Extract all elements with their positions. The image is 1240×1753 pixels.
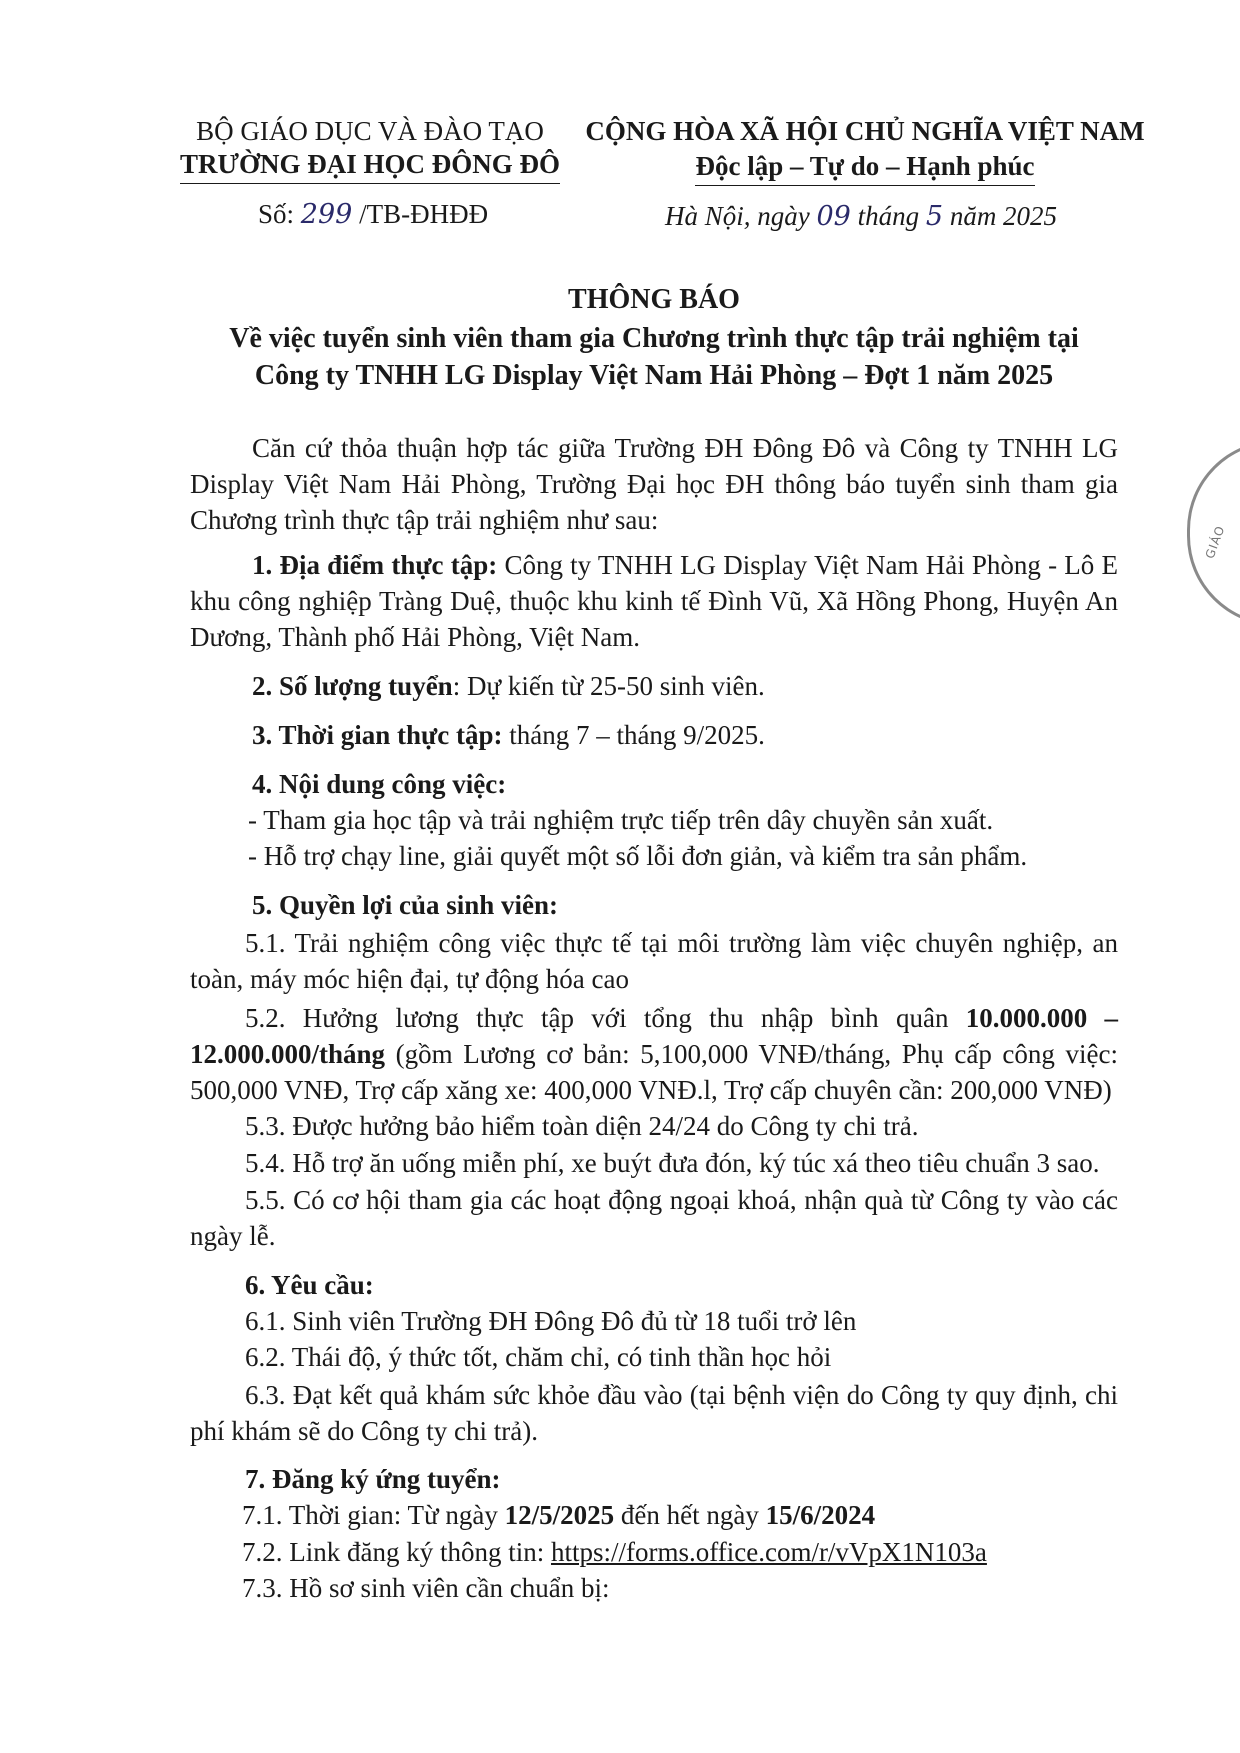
section-3-label: 3. Thời gian thực tập: xyxy=(252,720,503,750)
section-5-label: 5. Quyền lợi của sinh viên: xyxy=(252,890,559,920)
university-name xyxy=(170,146,570,184)
section-6-label: 6. Yêu cầu: xyxy=(245,1270,374,1300)
number-suffix: /TB-ĐHĐĐ xyxy=(352,199,489,229)
section-1-text: Công ty TNHH LG Display Việt Nam Hải Phòng - Lô E khu công nghiệp Tràng Duệ, thuộc khu kinh tế Đình Vũ, Xã Hồng Phong, Huyện An Dương, Thành phố Hải Phòng, Việt Nam. xyxy=(190,550,1118,652)
benefit-5-5: 5.5. Có cơ hội tham gia các hoạt động ngoại khoá, nhận quà từ Công ty vào các ngày lễ. xyxy=(190,1185,1118,1251)
document-date xyxy=(665,198,1057,235)
motto-text: Độc lập – Tự do – Hạnh phúc xyxy=(695,148,1034,186)
date-month: 5 xyxy=(925,201,944,232)
number-prefix: Số: xyxy=(258,199,301,229)
benefit-5-1: 5.1. Trải nghiệm công việc thực tế tại môi trường làm việc chuyên nghiệp, an toàn, máy móc hiện đại, tự động hóa cao xyxy=(190,928,1118,994)
number-handwritten: 299 xyxy=(300,199,353,230)
section-1 xyxy=(190,547,1118,655)
subject-line-2: Công ty TNHH LG Display Việt Nam Hải Phòng – Đợt 1 năm 2025 xyxy=(254,360,1054,391)
section-1-label: 1. Địa điểm thực tập: xyxy=(252,550,498,580)
section-4-item: - Tham gia học tập và trải nghiệm trực tiếp trên dây chuyền sản xuất. xyxy=(248,805,994,835)
benefit-5-2-prefix: 5.2. Hưởng lương thực tập với tổng thu nhập bình quân xyxy=(245,1003,966,1033)
intro-paragraph: Căn cứ thỏa thuận hợp tác giữa Trường ĐH Đông Đô và Công ty TNHH LG Display Việt Nam Hải Phòng, Trường Đại học ĐH thông báo tuyển sinh tham gia Chương trình thực tập trải nghiệm như sau: xyxy=(190,433,1118,535)
requirement-6-3: 6.3. Đạt kết quả khám sức khỏe đầu vào (tại bệnh viện do Công ty quy định, chi phí khám sẽ do Công ty chi trả). xyxy=(190,1380,1118,1446)
benefit-5-4: 5.4. Hỗ trợ ăn uống miễn phí, xe buýt đưa đón, ký túc xá theo tiêu chuẩn 3 sao. xyxy=(245,1148,1100,1178)
section-2-label: 2. Số lượng tuyển xyxy=(252,671,453,701)
document-number xyxy=(258,196,488,233)
date-prefix: Hà Nội, ngày xyxy=(665,201,817,231)
subject-line-1: Về việc tuyển sinh viên tham gia Chương trình thực tập trải nghiệm tại xyxy=(229,323,1079,354)
registration-7-1-mid: đến hết ngày xyxy=(614,1500,766,1530)
registration-form-link[interactable]: https://forms.office.com/r/vVpX1N103a xyxy=(550,1537,987,1567)
benefit-5-2-suffix: (gồm Lương cơ bản: 5,100,000 VNĐ/tháng, Phụ cấp công việc: 500,000 VNĐ, Trợ cấp xăng xe: 400,000 VNĐ.l, Trợ cấp chuyên cần: 200,000 VNĐ) xyxy=(190,1039,1118,1105)
section-4-label: 4. Nội dung công việc: xyxy=(252,769,507,799)
date-mid: tháng xyxy=(850,201,926,231)
benefit-5-2-income: 10.000.000 – 12.000.000/tháng xyxy=(190,1003,1118,1069)
section-7-label: 7. Đăng ký ứng tuyển: xyxy=(245,1464,501,1494)
benefit-5-2 xyxy=(190,1000,1118,1108)
requirement-6-1: 6.1. Sinh viên Trường ĐH Đông Đô đủ từ 18 tuổi trở lên xyxy=(245,1306,857,1336)
section-2-text: : Dự kiến từ 25-50 sinh viên. xyxy=(452,671,765,701)
nation-name: CỘNG HÒA XÃ HỘI CHỦ NGHĨA VIỆT NAM xyxy=(585,116,1145,146)
registration-7-2-prefix: 7.2. Link đăng ký thông tin: xyxy=(242,1537,551,1567)
benefit-5-3: 5.3. Được hưởng bảo hiểm toàn diện 24/24 do Công ty chi trả. xyxy=(245,1111,919,1141)
date-day: 09 xyxy=(816,201,851,232)
section-3-text: tháng 7 – tháng 9/2025. xyxy=(502,720,765,750)
section-4-item: - Hỗ trợ chạy line, giải quyết một số lỗi đơn giản, và kiểm tra sản phẩm. xyxy=(248,841,1028,871)
stamp-text: GIÁO xyxy=(1202,523,1228,561)
document-title: THÔNG BÁO xyxy=(568,284,740,315)
registration-7-1 xyxy=(242,1497,875,1533)
motto xyxy=(585,148,1145,186)
registration-7-3: 7.3. Hồ sơ sinh viên cần chuẩn bị: xyxy=(242,1573,610,1603)
registration-end-date: 15/6/2024 xyxy=(765,1500,876,1530)
registration-7-1-prefix: 7.1. Thời gian: Từ ngày xyxy=(242,1500,505,1530)
section-2 xyxy=(252,668,765,704)
registration-7-2 xyxy=(242,1534,987,1570)
ministry-name: BỘ GIÁO DỤC VÀ ĐÀO TẠO xyxy=(196,116,544,146)
university-name-text: TRƯỜNG ĐẠI HỌC ĐÔNG ĐÔ xyxy=(180,146,560,184)
requirement-6-2: 6.2. Thái độ, ý thức tốt, chăm chỉ, có tinh thần học hỏi xyxy=(245,1342,832,1372)
section-3 xyxy=(252,717,765,753)
registration-start-date: 12/5/2025 xyxy=(504,1500,615,1530)
date-suffix: năm 2025 xyxy=(943,201,1058,231)
